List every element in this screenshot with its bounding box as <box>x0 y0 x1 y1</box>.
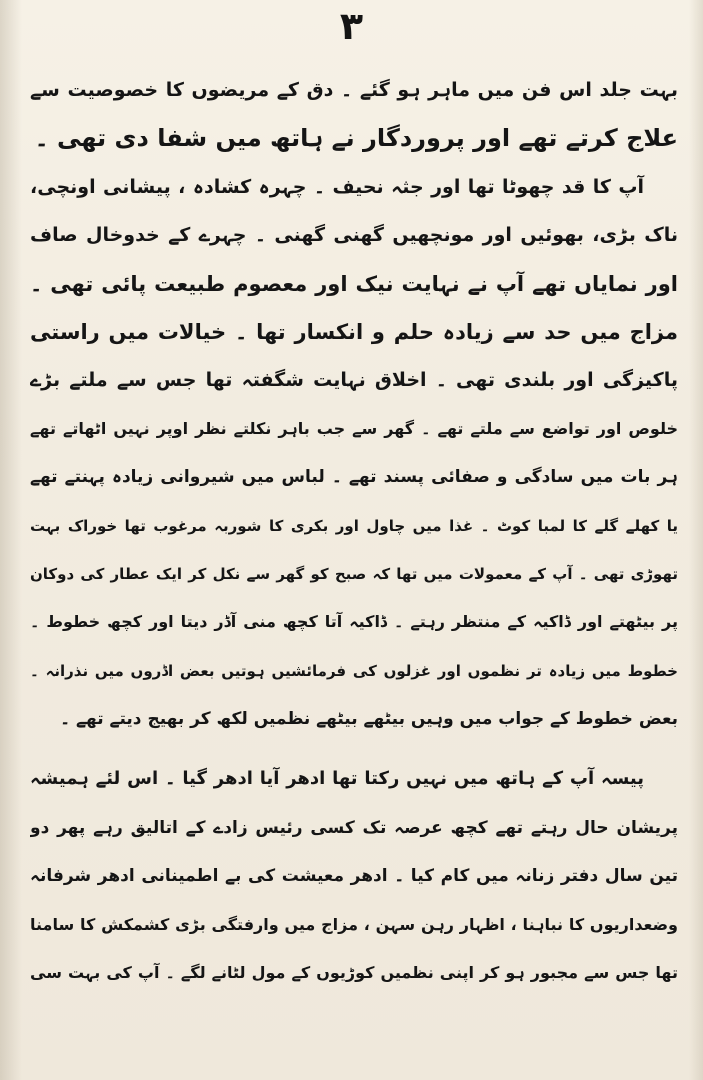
text-line: پاکیزگی اور بلندی تھی ۔ اخلاق نہایت شگفتہ تھا جس سے ملتے بڑے <box>30 369 678 392</box>
text-line: وضعداریوں کا نباہنا ، اظہار رہن سہن ، مزاج میں وارفتگی بڑی کشمکش کا سامنا <box>30 914 678 934</box>
text-line: ناک بڑی، بھوئیں اور مونچھیں گھنی گھنی ۔ چہرے کے خدوخال صاف <box>30 224 678 247</box>
text-line: علاج کرتے تھے اور پروردگار نے ہاتھ میں شفا دی تھی ۔ <box>34 124 678 153</box>
text-line: تھوڑی تھی ۔ آپ کے معمولات میں تھا کہ صبح کو گھر سے نکل کر ایک عطار کی دوکان <box>30 564 678 583</box>
text-line: مزاج میں حد سے زیادہ حلم و انکسار تھا ۔ خیالات میں راستی <box>30 319 678 344</box>
text-line: یا کھلے گلے کا لمبا کوٹ ۔ غذا میں چاول اور بکری کا شوربہ مرغوب تھا خوراک بہت <box>30 516 678 535</box>
text-line: تھا جس سے مجبور ہو کر اپنی نظمیں کوڑیوں کے مول لٹانے لگے ۔ آپ کی بہت سی <box>30 963 678 983</box>
text-line: آپ کا قد چھوٹا تھا اور جثہ نحیف ۔ چہرہ کشادہ ، پیشانی اونچی، <box>30 175 644 198</box>
text-line: اور نمایاں تھے آپ نے نہایت نیک اور معصوم طبیعت پائی تھی ۔ <box>30 271 678 296</box>
page-number: ۳ <box>339 4 364 48</box>
text-line: پریشان حال رہتے تھے کچھ عرصہ تک کسی رئیس زادے کے اتالیق رہے پھر دو <box>30 817 678 838</box>
urdu-text-block <box>30 66 678 997</box>
text-line: خطوط میں زیادہ تر نظموں اور غزلوں کی فرمائشیں ہوتیں بعض اڈروں میں نذرانہ ۔ <box>30 661 678 680</box>
text-line: بعض خطوط کے جواب میں وہیں بیٹھے بیٹھے نظمیں لکھ کر بھیج دیتے تھے ۔ <box>60 709 678 730</box>
text-line: پیسہ آپ کے ہاتھ میں نہیں رکتا تھا ادھر آیا ادھر گیا ۔ اس لئے ہمیشہ <box>30 768 644 790</box>
text-line: بہت جلد اس فن میں ماہر ہو گئے ۔ دق کے مریضوں کا خصوصیت سے <box>30 79 678 101</box>
text-line: ہر بات میں سادگی و صفائی پسند تھے ۔ لباس میں شیروانی زیادہ پہنتے تھے <box>30 467 678 488</box>
text-line: خلوص اور تواضع سے ملتے تھے ۔ گھر سے جب باہر نکلتے نظر اوپر نہیں اٹھاتے تھے <box>30 418 678 438</box>
text-line: پر بیٹھتے اور ڈاکیہ کے منتظر رہتے ۔ ڈاکیہ آتا کچھ منی آڈر دیتا اور کچھ خطوط ۔ <box>30 612 678 632</box>
text-line: تین سال دفتر زنانہ میں کام کیا ۔ ادھر معیشت کی بے اطمینانی ادھر شرفانہ <box>30 866 678 887</box>
